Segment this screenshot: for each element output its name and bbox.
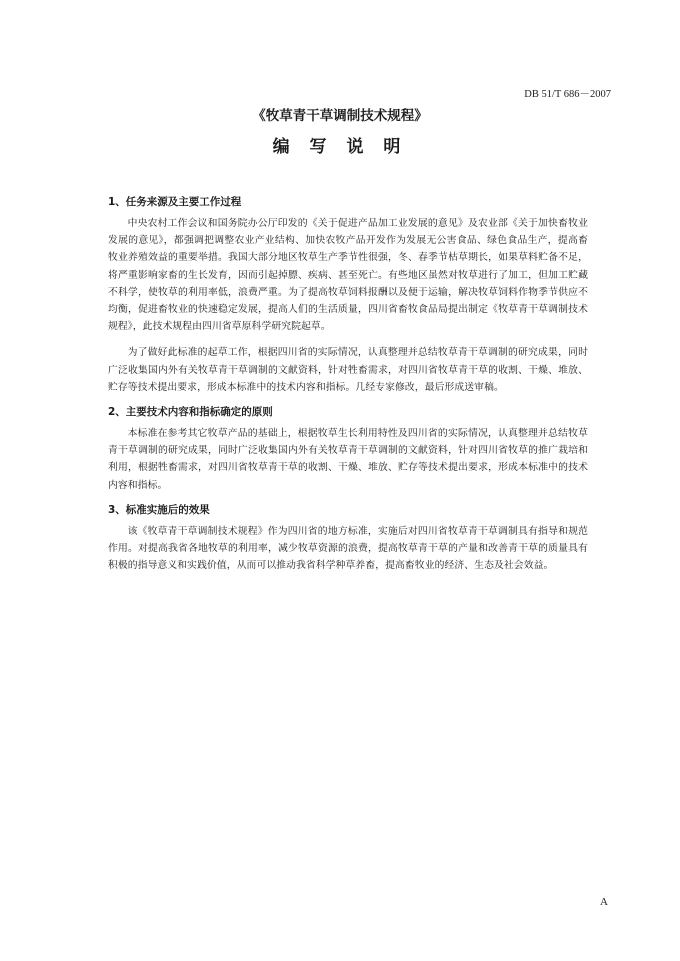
- document-body: [108, 195, 588, 583]
- section-heading: 3、标准实施后的效果: [108, 503, 210, 516]
- section-heading: 1、任务来源及主要工作过程: [108, 196, 242, 208]
- paragraph: 中央农村工作会议和国务院办公厅印发的《关于促进产品加工业发展的意见》及农业部《关于加快畜牧业发展的意见》，都强调把调整农业产业结构、加快农牧产品开发作为发展无公害食品、绿色食品生产，提高畜牧业养殖效益的重要举措。我国大部分地区牧草生产季节性很强，冬、春季节枯草期长，如果草料贮备不足，将严重影响家畜的生长发育，因而引起掉膘、疾病、甚至死亡。有些地区虽然对牧草进行了加工，但加工贮藏不科学，使牧草的利用率低，浪费严重。为了提高牧草饲料报酬以及便于运输，解决牧草饲料作物季节供应不均衡，促进畜牧业的快速稳定发展，提高人们的生活质量，四川省畜牧食品局提出制定《牧草青干草调制技术规程》，此技术规程由四川省草原科学研究院起草。: [108, 218, 588, 333]
- section-heading: 2、主要技术内容和指标确定的原则: [108, 406, 273, 419]
- section-implementation-effects: [108, 503, 588, 575]
- page-label: A: [600, 896, 608, 908]
- section-task-source: [108, 195, 588, 396]
- paragraph: 为了做好此标准的起草工作，根据四川省的实际情况，认真整理并总结牧草青干草调制的研究成果，同时广泛收集国内外有关牧草青干草调制的文献资料，针对牲畜需求，对四川省牧草青干草的收割、干燥、堆放、贮存等技术提出要求，形成本标准中的技术内容和指标。几经专家修改，最后形成送审稿。: [108, 347, 588, 393]
- section-technical-principles: [108, 405, 588, 494]
- paragraph: 本标准在参考其它牧草产品的基础上，根据牧草生长利用特性及四川省的实际情况，认真整理并总结牧草青干草调制的研究成果，同时广泛收集国内外有关牧草青干草调制的文献资料，针对四川省牧草的推广栽培和利用，根据牲畜需求，对四川省牧草青干草的收割、干燥、堆放、贮存等技术提出要求，形成本标准中的技术内容和指标。: [108, 428, 588, 491]
- document-subtitle: 编 写 说 明: [272, 137, 408, 157]
- paragraph: 该《牧草青干草调制技术规程》作为四川省的地方标准，实施后对四川省牧草青干草调制具有指导和规范作用。对提高我省各地牧草的利用率，减少牧草资源的浪费，提高牧草青干草的产量和改善青干草的质量具有积极的指导意义和实践价值，从而可以推动我省科学种草养畜，提高畜牧业的经济、生态及社会效益。: [108, 525, 588, 572]
- standard-code: DB 51/T 686－2007: [524, 89, 611, 100]
- document-title: 《牧草青干草调制技术规程》: [252, 108, 428, 124]
